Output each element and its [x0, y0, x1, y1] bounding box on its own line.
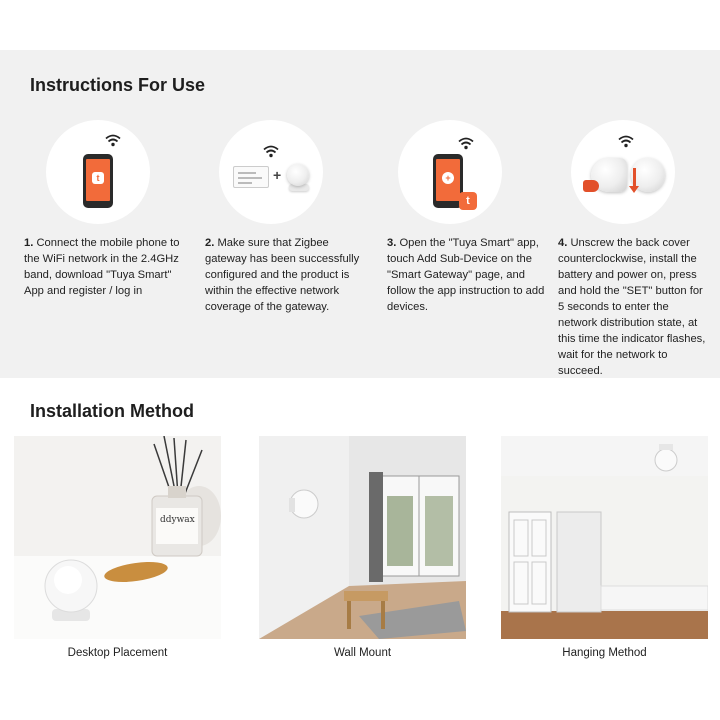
- step-description: Connect the mobile phone to the WiFi network in the 2.4GHz band, download "Tuya Smart" App and register / log in: [24, 237, 180, 297]
- wifi-icon: [458, 137, 474, 150]
- step-4-illustration: [571, 120, 675, 224]
- tuya-app-icon: t: [92, 172, 104, 184]
- phone-icon: [83, 154, 113, 208]
- wall-mount-photo: [259, 436, 466, 639]
- caption-desktop-placement: Desktop Placement: [67, 647, 168, 659]
- step-2-text: [205, 235, 365, 315]
- step-3-illustration: [398, 120, 502, 224]
- hanging-method-photo: [501, 436, 708, 639]
- step-3-text: [387, 235, 547, 315]
- step-number: 4.: [558, 237, 568, 249]
- arrow-down-icon: [633, 168, 636, 188]
- section-title-installation: Installation Method: [30, 401, 194, 421]
- step-4-text: [558, 235, 710, 379]
- wifi-icon: [618, 135, 634, 148]
- plus-icon: +: [273, 167, 282, 183]
- section-title-instructions: Instructions For Use: [30, 75, 206, 95]
- desktop-placement-photo: [14, 436, 221, 639]
- step-1-text: [24, 235, 184, 299]
- step-number: 3.: [387, 237, 397, 249]
- wifi-icon: [263, 145, 279, 158]
- wall-scene: [259, 436, 466, 639]
- desktop-scene: [14, 436, 221, 639]
- step-number: 1.: [24, 237, 34, 249]
- caption-wall-mount: Wall Mount: [333, 647, 392, 659]
- step-2-illustration: [219, 120, 323, 224]
- caption-hanging-method: Hanging Method: [562, 647, 647, 659]
- hand-icon: [583, 180, 599, 192]
- zigbee-gateway-icon: [233, 166, 269, 188]
- tuya-app-icon: t: [459, 192, 477, 210]
- step-description: Unscrew the back cover counterclockwise, install the battery and power on, press and hold the "SET" button for 5 seconds to enter the network distribution state, at this time the indicator flashes, wait for the network to succeed.: [558, 237, 706, 377]
- step-1-illustration: [46, 120, 150, 224]
- diffuser-label: ddywax: [160, 515, 195, 525]
- add-device-icon: +: [442, 172, 454, 184]
- hanging-scene: [501, 436, 708, 639]
- step-description: Make sure that Zigbee gateway has been successfully configured and the product is within the effective network coverage of the gateway.: [205, 237, 360, 313]
- wifi-icon: [105, 134, 121, 147]
- motion-sensor-icon: [287, 164, 309, 186]
- step-description: Open the "Tuya Smart" app, touch Add Sub-Device on the "Smart Gateway" page, and follow the app instruction to add devices.: [387, 237, 545, 313]
- step-number: 2.: [205, 237, 215, 249]
